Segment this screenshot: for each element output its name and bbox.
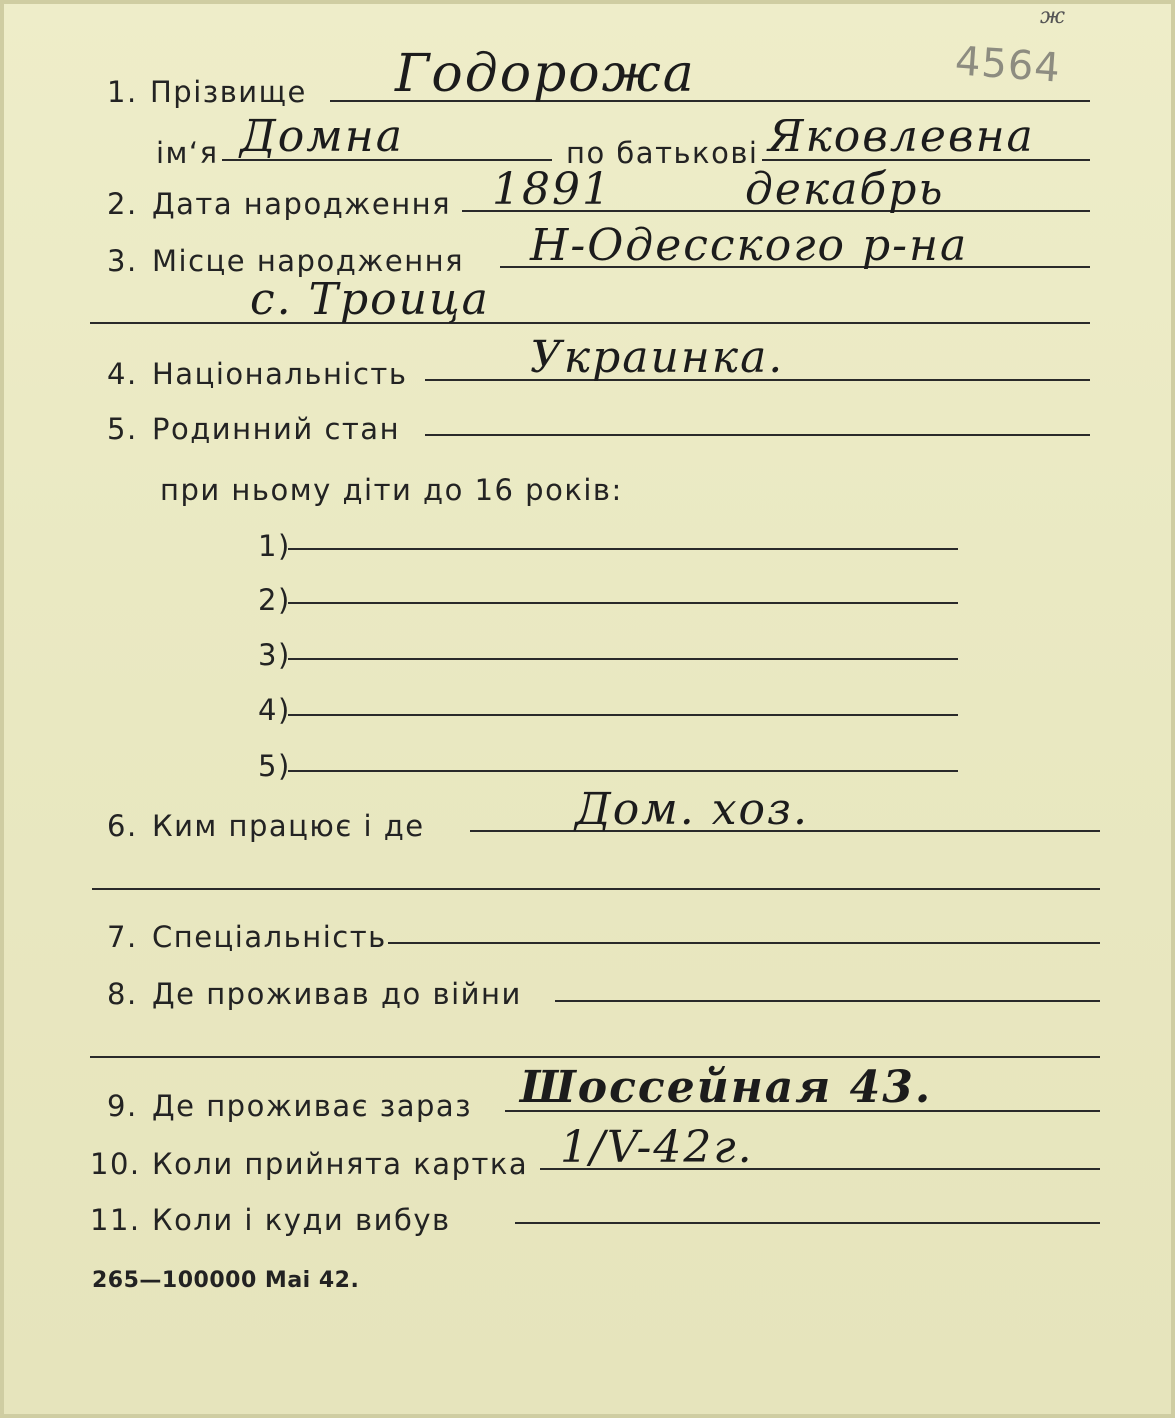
- field-patronymic-label: по батькові: [566, 136, 759, 170]
- field-patronymic-value: Яковлевна: [768, 111, 1035, 162]
- field-11-label: Коли і куди вибув: [152, 1203, 451, 1237]
- field-6-value: Дом. хоз.: [575, 784, 810, 835]
- field-3-label: Місце народження: [152, 244, 465, 278]
- field-3-value-2: с. Троица: [250, 274, 490, 325]
- field-7-number: 7.: [107, 920, 138, 954]
- field-11-number: 11.: [90, 1203, 141, 1237]
- field-1-value: Годорожа: [395, 44, 696, 104]
- child-3-line: [288, 658, 958, 660]
- field-name-label: ім‘я: [156, 136, 219, 170]
- field-5-line: [425, 434, 1090, 436]
- field-2-label: Дата народження: [152, 187, 452, 221]
- field-10-value: 1/V-42г.: [560, 1122, 754, 1173]
- field-name-value: Домна: [240, 111, 404, 162]
- field-4-value: Украинка.: [530, 332, 785, 383]
- field-6-number: 6.: [107, 809, 138, 843]
- field-2-value-month: декабрь: [745, 164, 945, 215]
- field-8-line: [555, 1000, 1100, 1002]
- field-10-number: 10.: [90, 1147, 141, 1181]
- field-9-number: 9.: [107, 1089, 138, 1123]
- archive-letter: ж: [1040, 4, 1066, 29]
- field-7-line: [388, 942, 1100, 944]
- child-5-label: 5): [258, 749, 291, 783]
- field-11-line: [515, 1222, 1100, 1224]
- child-1-label: 1): [258, 529, 291, 563]
- field-4-label: Національність: [152, 357, 408, 391]
- field-6-line-2: [92, 888, 1100, 890]
- field-1-label: Прізвище: [150, 75, 307, 109]
- field-2-value-year: 1891: [492, 164, 612, 215]
- child-5-line: [288, 770, 958, 772]
- archive-number: 4564: [953, 38, 1063, 92]
- field-1-number: 1.: [107, 75, 138, 109]
- child-2-line: [288, 602, 958, 604]
- field-5-label: Родинний стан: [152, 412, 401, 446]
- field-10-label: Коли прийнята картка: [152, 1147, 529, 1181]
- field-6-label: Ким працює і де: [152, 809, 425, 843]
- children-label: при ньому діти до 16 років:: [160, 473, 623, 507]
- print-code: 265—100000 Mai 42.: [92, 1268, 360, 1293]
- field-9-value: Шоссейная 43.: [520, 1062, 933, 1113]
- child-2-label: 2): [258, 583, 291, 617]
- field-8-label: Де проживав до війни: [152, 977, 522, 1011]
- child-3-label: 3): [258, 638, 291, 672]
- field-5-number: 5.: [107, 412, 138, 446]
- child-1-line: [288, 548, 958, 550]
- field-9-label: Де проживає зараз: [152, 1089, 473, 1123]
- field-8-line-2: [90, 1056, 1100, 1058]
- field-8-number: 8.: [107, 977, 138, 1011]
- child-4-line: [288, 714, 958, 716]
- field-3-line-2: [90, 322, 1090, 324]
- field-2-number: 2.: [107, 187, 138, 221]
- field-7-label: Спеціальність: [152, 920, 387, 954]
- child-4-label: 4): [258, 693, 291, 727]
- field-3-value: Н-Одесского р-на: [530, 220, 969, 271]
- field-3-number: 3.: [107, 244, 138, 278]
- field-4-number: 4.: [107, 357, 138, 391]
